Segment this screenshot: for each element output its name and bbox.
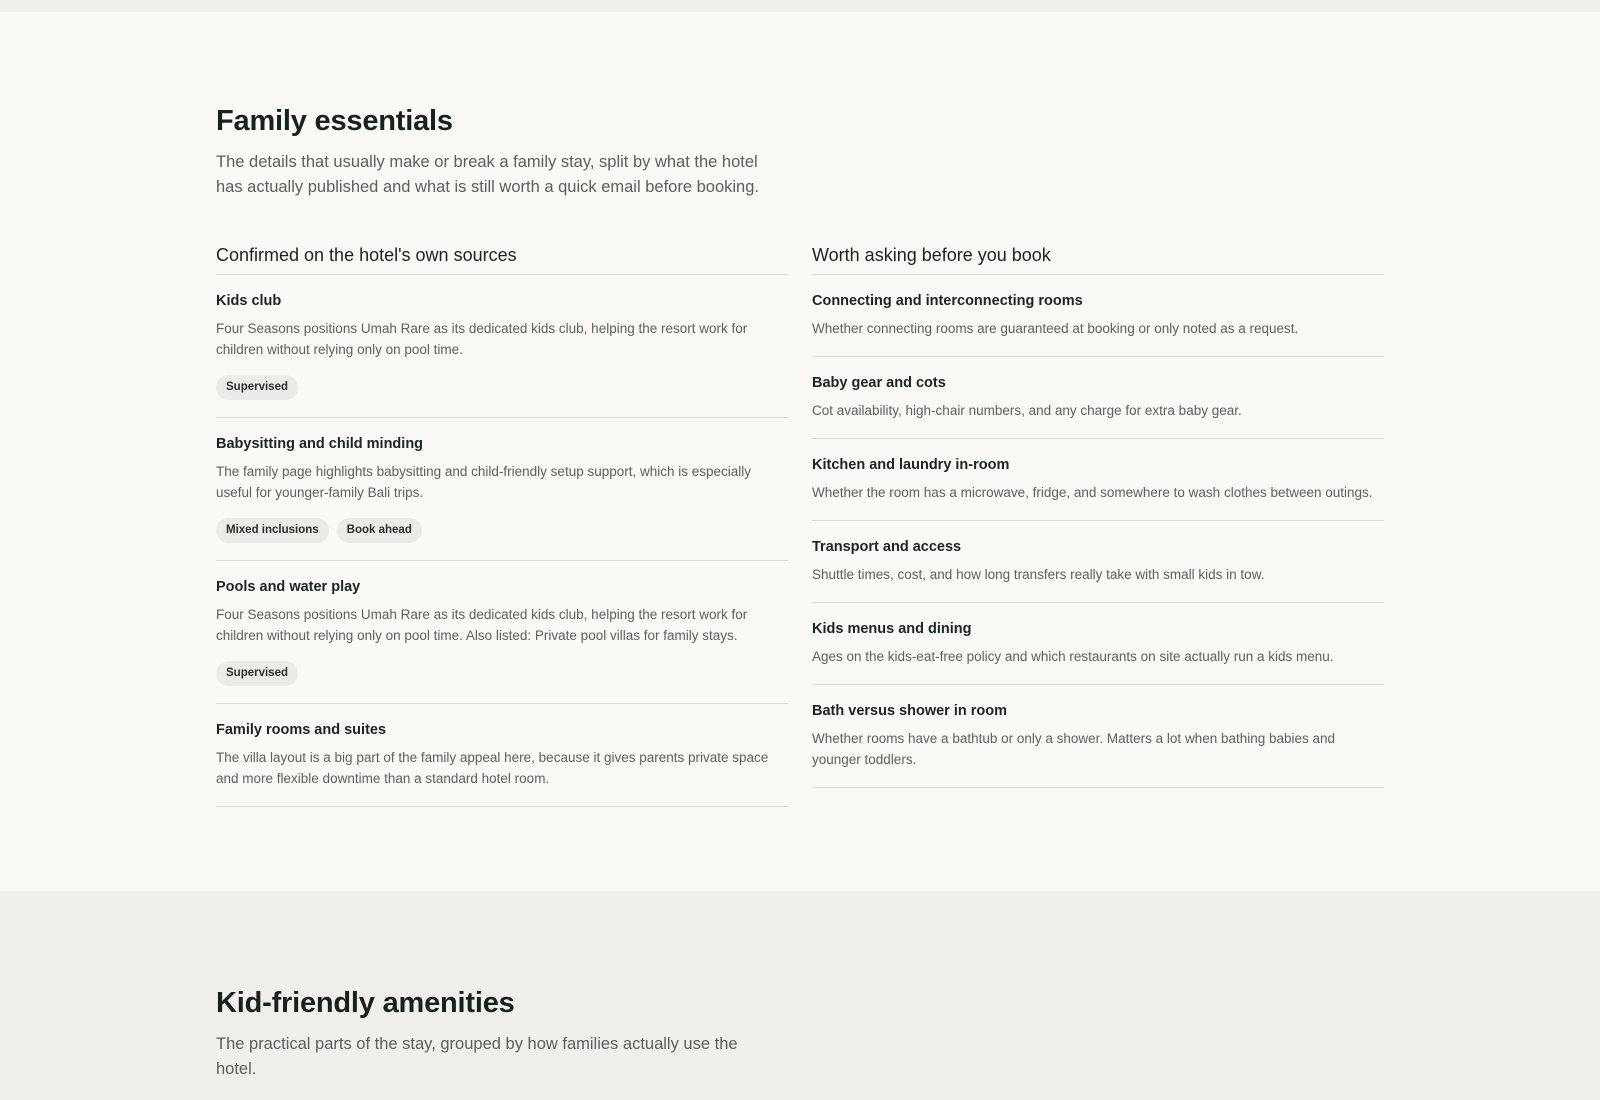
list-item [812,685,1384,788]
top-band [0,0,1600,12]
confirmed-column [216,234,788,807]
item-description: Ages on the kids-eat-free policy and which restaurants on site actually run a kids menu. [812,649,1334,664]
item-description: Four Seasons positions Umah Rare as its dedicated kids club, helping the resort work for children without relying only on pool time. [216,321,748,357]
section-lede: The practical parts of the stay, grouped by how families actually use the hotel. [216,1035,738,1078]
ask-list [812,275,1384,788]
item-title: Pools and water play [216,579,361,595]
item-title: Bath versus shower in room [812,703,1007,719]
tag-list [216,661,788,686]
item-title: Kids club [216,293,282,309]
family-essentials-section [0,12,1600,891]
kid-friendly-amenities-section [0,891,1600,1100]
confirmed-heading: Confirmed on the hotel's own sources [216,234,788,275]
list-item [812,357,1384,439]
item-description: Whether connecting rooms are guaranteed at booking or only noted as a request. [812,321,1299,336]
item-title: Transport and access [812,539,962,555]
item-description: Cot availability, high-chair numbers, and any charge for extra baby gear. [812,403,1242,418]
item-description: The family page highlights babysitting and child-friendly setup support, which is especially useful for younger-family Bali trips. [216,464,752,500]
list-item [812,521,1384,603]
list-item [812,275,1384,357]
ask-column [812,234,1384,807]
confirmed-list [216,275,788,807]
item-description: Whether rooms have a bathtub or only a shower. Matters a lot when bathing babies and younger toddlers. [812,731,1336,767]
item-description: Shuttle times, cost, and how long transfers really take with small kids in tow. [812,567,1265,582]
section-title: Family essentials [216,105,453,137]
item-description: Whether the room has a microwave, fridge, and somewhere to wash clothes between outings. [812,485,1373,500]
tag-badge: Supervised [216,661,298,686]
item-title: Babysitting and child minding [216,436,424,452]
item-title: Kids menus and dining [812,621,972,637]
item-description: The villa layout is a big part of the family appeal here, because it gives parents private space and more flexible downtime than a standard hotel room. [216,750,769,786]
section-title: Kid-friendly amenities [216,987,515,1019]
list-item [216,418,788,561]
item-title: Family rooms and suites [216,722,387,738]
tag-badge: Supervised [216,375,298,400]
essentials-columns [216,234,1384,807]
tag-list [216,518,788,543]
list-item [812,603,1384,685]
tag-badge: Book ahead [337,518,422,543]
item-title: Connecting and interconnecting rooms [812,293,1083,309]
tag-list [216,375,788,400]
section-lede: The details that usually make or break a family stay, split by what the hotel has actually published and what is still worth a quick email before booking. [216,153,759,196]
list-item [812,439,1384,521]
list-item [216,275,788,418]
item-description: Four Seasons positions Umah Rare as its dedicated kids club, helping the resort work for children without relying only on pool time. Also listed: Private pool villas for family stays. [216,607,748,643]
tag-badge: Mixed inclusions [216,518,329,543]
item-title: Kitchen and laundry in-room [812,457,1010,473]
ask-heading: Worth asking before you book [812,234,1384,275]
list-item [216,704,788,807]
list-item [216,561,788,704]
item-title: Baby gear and cots [812,375,946,391]
